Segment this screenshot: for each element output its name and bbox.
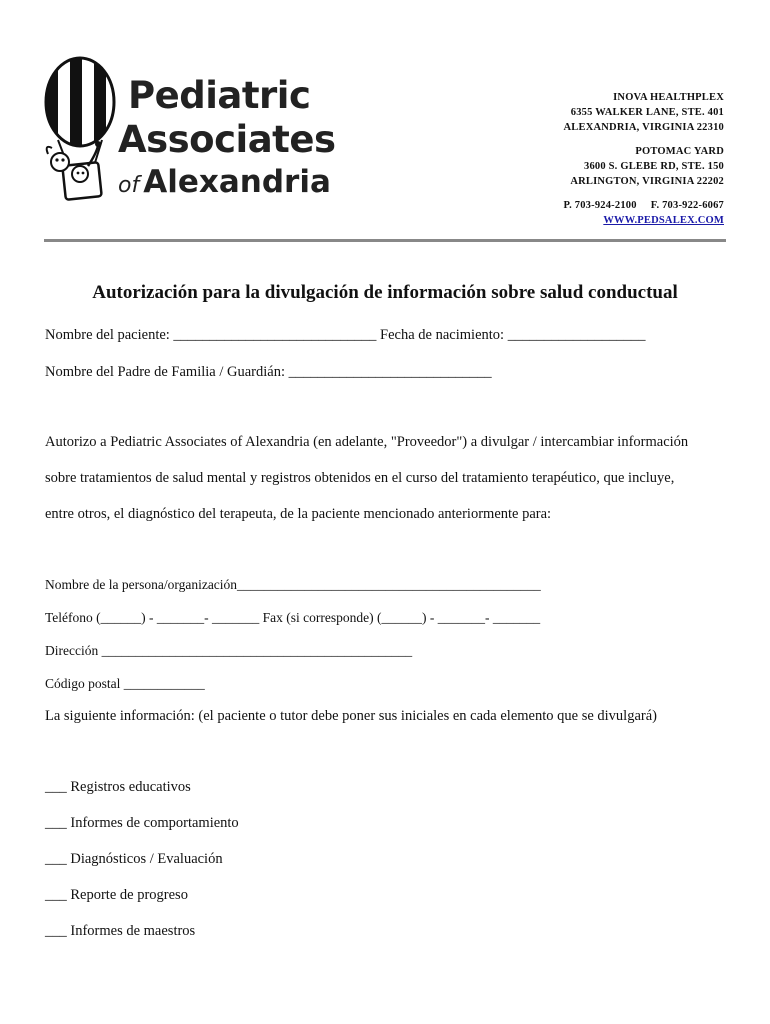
item-behavior-reports[interactable]: ___ Informes de comportamiento bbox=[45, 815, 239, 831]
location-1-city: ALEXANDRIA, VIRGINIA 22310 bbox=[563, 122, 724, 133]
practice-logo bbox=[40, 54, 350, 204]
authorization-paragraph-line-3: entre otros, el diagnóstico del terapeuta, de la paciente mencionado anteriormente para: bbox=[45, 506, 552, 522]
hot-air-balloon-icon bbox=[40, 54, 120, 204]
logo-word-of: of bbox=[118, 173, 140, 198]
logo-word-pediatric: Pediatric bbox=[128, 74, 311, 117]
guardian-name-field[interactable]: Nombre del Padre de Familia / Guardián: ____________________________ bbox=[45, 364, 492, 380]
item-diagnostics-evaluation[interactable]: ___ Diagnósticos / Evaluación bbox=[45, 851, 223, 867]
organization-name-field[interactable]: Nombre de la persona/organización_____________________________________________ bbox=[45, 577, 541, 592]
location-2-name: POTOMAC YARD bbox=[635, 146, 724, 157]
logo-word-associates: Associates bbox=[118, 118, 336, 161]
item-educational-records[interactable]: ___ Registros educativos bbox=[45, 779, 191, 795]
authorization-paragraph-line-2: sobre tratamientos de salud mental y registros obtenidos en el curso del tratamiento terapéutico, que incluye, bbox=[45, 470, 675, 486]
authorization-paragraph-line-1: Autorizo a Pediatric Associates of Alexandria (en adelante, "Proveedor") a divulgar / intercambiar información bbox=[45, 434, 689, 450]
website-link[interactable]: WWW.PEDSALEX.COM bbox=[603, 215, 724, 226]
clinic-addresses bbox=[563, 90, 724, 228]
location-2-street: 3600 S. GLEBE RD, STE. 150 bbox=[584, 161, 724, 172]
information-instructions: La siguiente información: (el paciente o tutor debe poner sus iniciales en cada elemento que se divulgará) bbox=[45, 708, 657, 724]
location-2-city: ARLINGTON, VIRGINIA 22202 bbox=[570, 176, 724, 187]
item-teacher-reports[interactable]: ___ Informes de maestros bbox=[45, 923, 196, 939]
logo-word-alexandria-text: Alexandria bbox=[143, 164, 331, 200]
location-1-street: 6355 WALKER LANE, STE. 401 bbox=[570, 107, 724, 118]
zip-code-field[interactable]: Código postal ____________ bbox=[45, 676, 205, 691]
patient-name-dob-field[interactable]: Nombre del paciente: ____________________________ Fecha de nacimiento: ___________________ bbox=[45, 327, 646, 343]
logo-word-alexandria bbox=[118, 164, 331, 200]
form-title: Autorización para la divulgación de información sobre salud conductual bbox=[92, 282, 678, 303]
location-1-name: INOVA HEALTHPLEX bbox=[613, 92, 724, 103]
header-divider bbox=[44, 239, 726, 242]
phone-fax: P. 703-924-2100 F. 703-922-6067 bbox=[563, 200, 724, 211]
address-field[interactable]: Dirección ______________________________________________ bbox=[45, 643, 413, 658]
phone-fax-field[interactable]: Teléfono (______) - _______- _______ Fax (si corresponde) (______) - _______- _______ bbox=[45, 610, 541, 625]
item-progress-report[interactable]: ___ Reporte de progreso bbox=[45, 887, 188, 903]
